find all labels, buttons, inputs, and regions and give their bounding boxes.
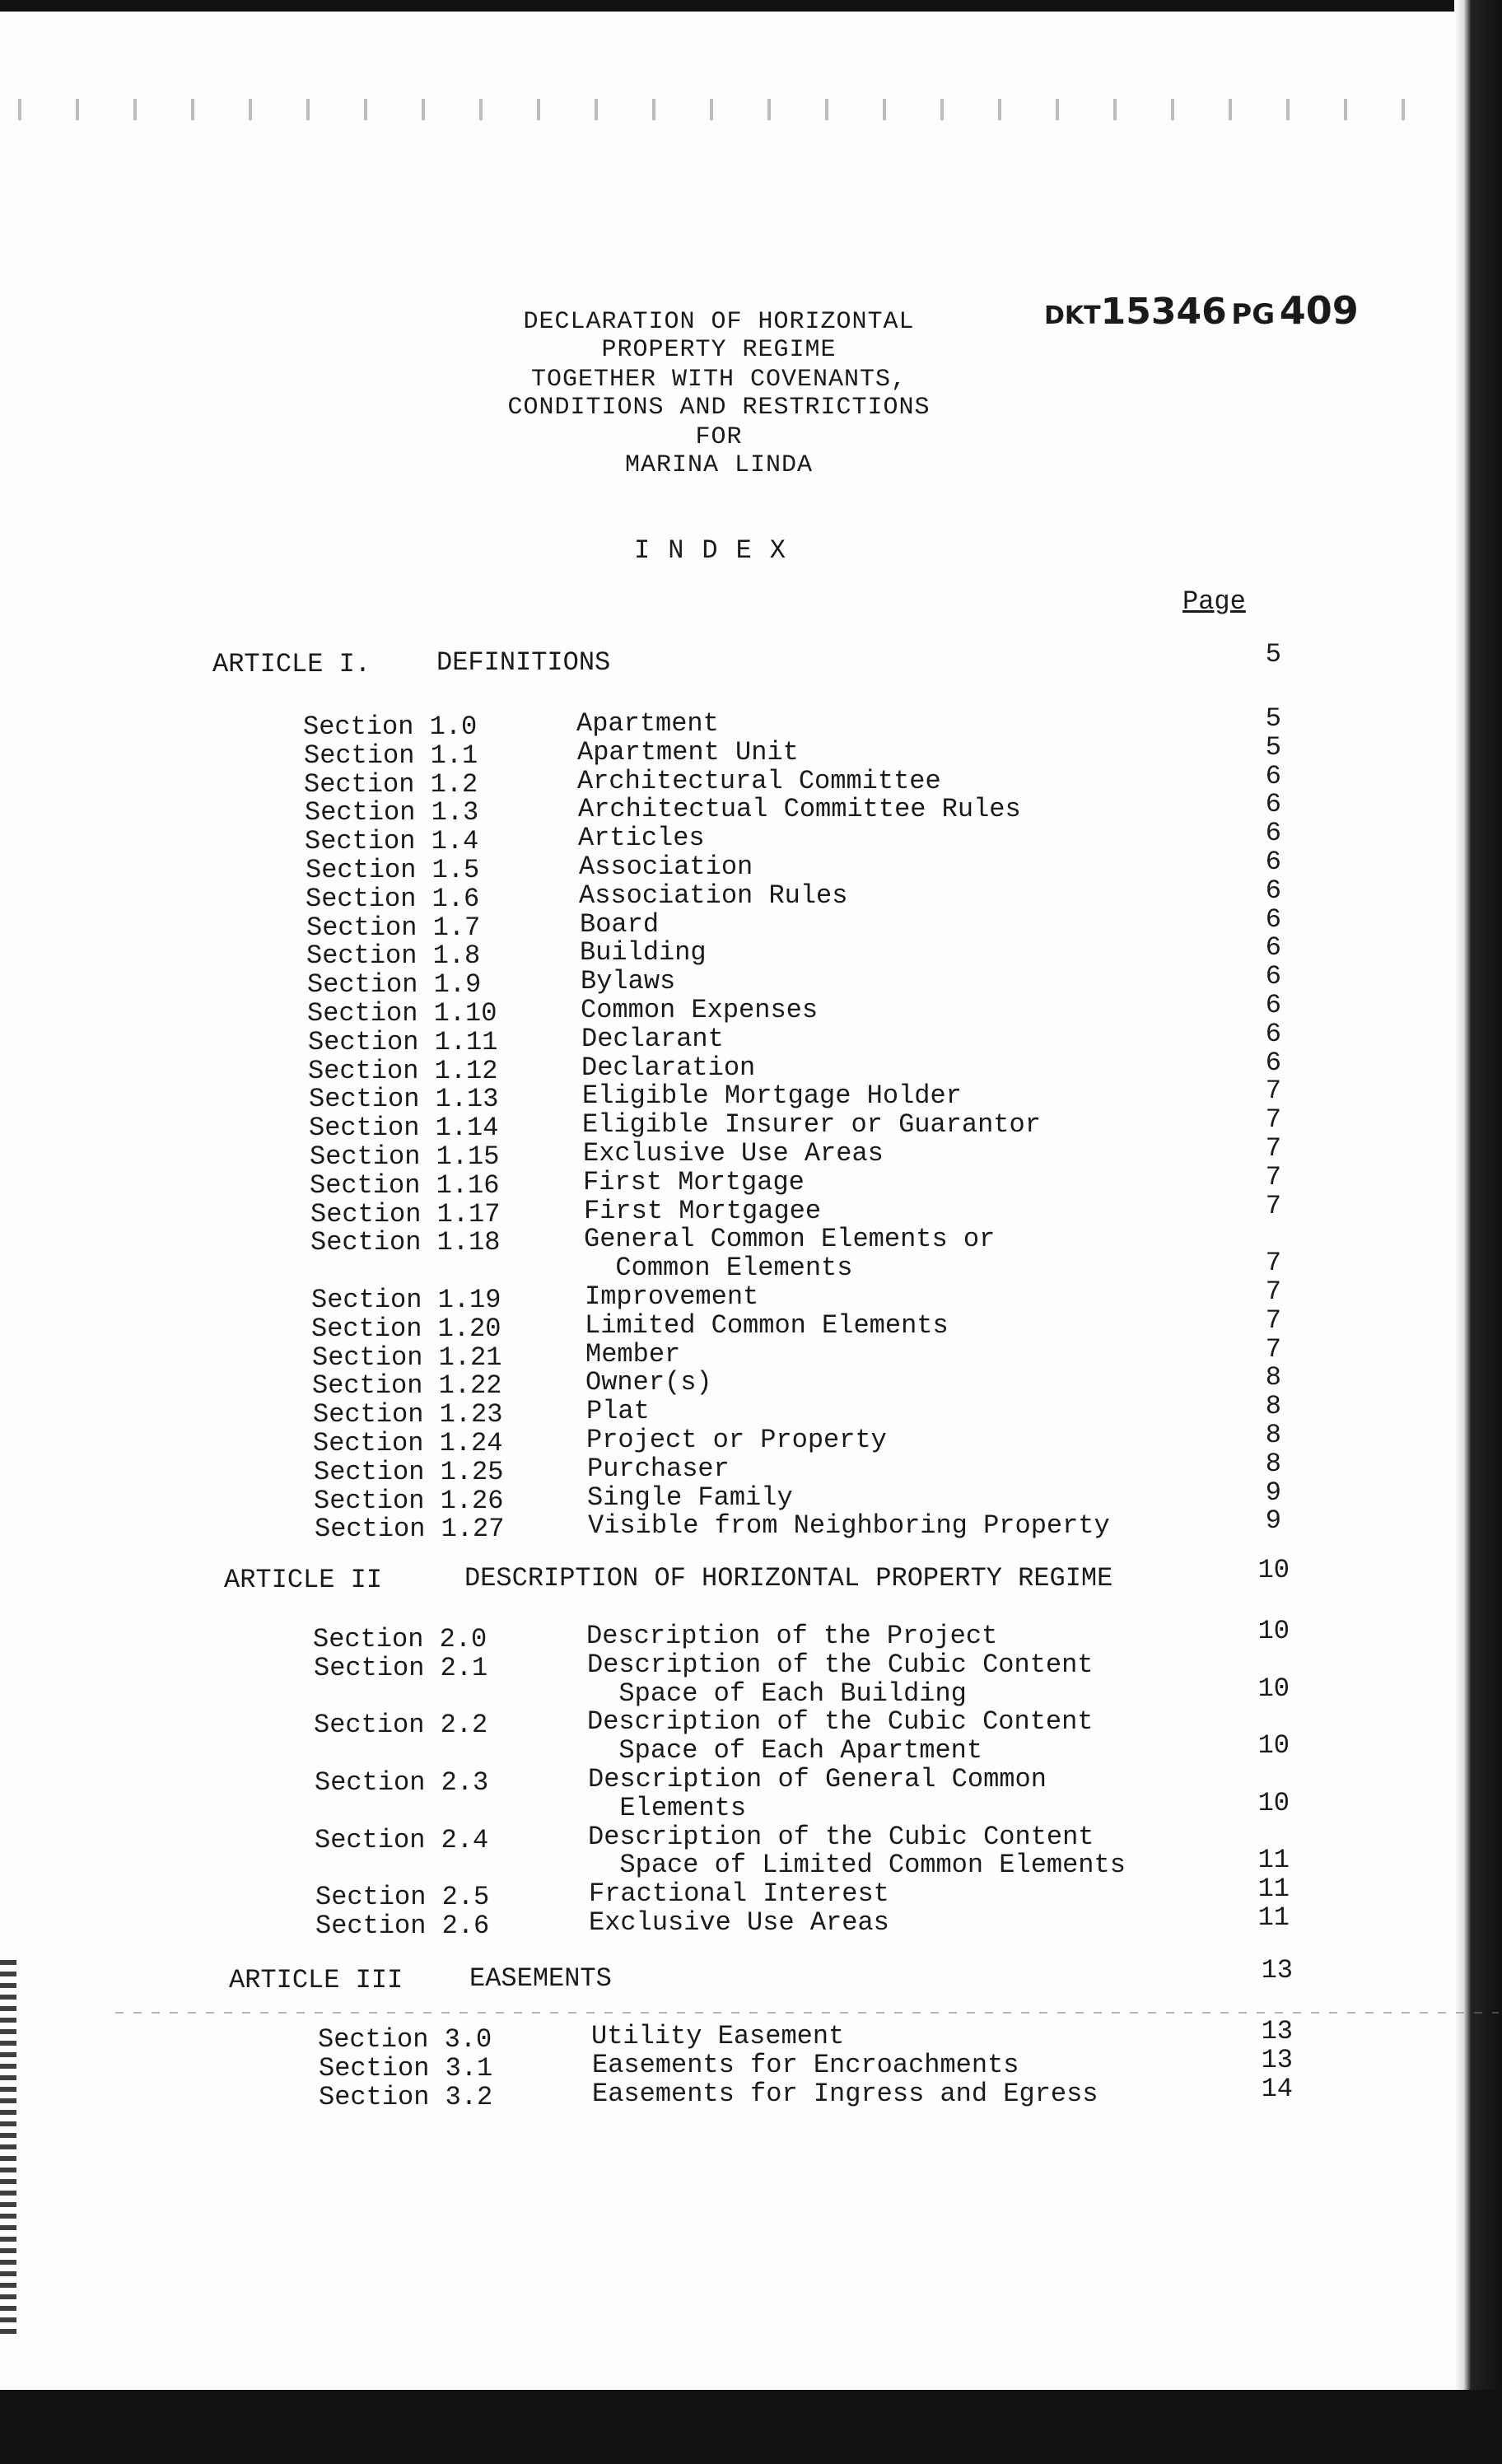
section-title: Exclusive Use Areas bbox=[589, 1907, 889, 1938]
title-line: MARINA LINDA bbox=[624, 451, 814, 479]
section-title: Elements bbox=[588, 1792, 747, 1823]
section-page-number: 8 bbox=[1265, 1448, 1281, 1479]
article-label: ARTICLE III bbox=[229, 1965, 403, 1995]
section-page-number: 10 bbox=[1257, 1616, 1290, 1646]
section-page-number: 6 bbox=[1265, 789, 1281, 820]
section-number: Section 2.2 bbox=[314, 1710, 488, 1741]
section-number: Section 1.26 bbox=[314, 1485, 504, 1516]
article-page-number: 10 bbox=[1257, 1555, 1290, 1585]
section-page-number: 7 bbox=[1265, 1161, 1281, 1192]
section-number: Section 1.9 bbox=[307, 969, 482, 1001]
section-number: Section 1.5 bbox=[306, 855, 480, 885]
section-page-number: 10 bbox=[1257, 1787, 1290, 1818]
scan-edge-right bbox=[1454, 0, 1502, 2464]
section-number: Section 1.27 bbox=[315, 1514, 505, 1545]
section-title: Easements for Ingress and Egress bbox=[592, 2078, 1099, 2109]
article-page-number: 5 bbox=[1265, 639, 1281, 670]
section-title: Description of the Cubic Content bbox=[587, 1649, 1094, 1680]
section-page-number: 14 bbox=[1261, 2073, 1293, 2104]
section-page-number: 5 bbox=[1265, 731, 1281, 763]
scan-edge-bottom bbox=[0, 2390, 1502, 2464]
section-page-number: 13 bbox=[1261, 2044, 1293, 2075]
section-number: Section 1.17 bbox=[310, 1198, 501, 1230]
section-page-number: 7 bbox=[1265, 1248, 1281, 1279]
index-heading: INDEX bbox=[633, 535, 804, 566]
section-title: Single Family bbox=[587, 1482, 793, 1513]
scan-edge-left bbox=[0, 1960, 16, 2339]
article-label: ARTICLE II bbox=[224, 1565, 383, 1595]
section-title: Description of the Project bbox=[586, 1621, 998, 1651]
title-line: PROPERTY REGIME bbox=[601, 336, 837, 364]
title-line: TOGETHER WITH COVENANTS, bbox=[530, 366, 907, 394]
section-page-number: 11 bbox=[1257, 1845, 1290, 1876]
section-title: Owner(s) bbox=[585, 1367, 712, 1398]
section-title: Space of Limited Common Elements bbox=[588, 1850, 1126, 1881]
section-page-number: 6 bbox=[1265, 1047, 1281, 1078]
section-number: Section 1.14 bbox=[309, 1113, 499, 1144]
section-number: Section 1.4 bbox=[305, 826, 479, 857]
section-title: Plat bbox=[586, 1396, 650, 1427]
section-number: Section 1.8 bbox=[306, 940, 481, 972]
section-title: Common Expenses bbox=[581, 995, 819, 1025]
section-number: Section 2.4 bbox=[315, 1824, 489, 1855]
article-title: EASEMENTS bbox=[469, 1963, 612, 1994]
section-page-number: 6 bbox=[1265, 903, 1281, 935]
section-title: First Mortgage bbox=[583, 1166, 805, 1197]
section-page-number: 9 bbox=[1265, 1505, 1281, 1537]
section-page-number: 8 bbox=[1265, 1391, 1281, 1422]
section-number: Section 2.6 bbox=[315, 1911, 490, 1941]
section-number: Section 3.2 bbox=[319, 2081, 493, 2112]
section-number: Section 3.1 bbox=[319, 2052, 493, 2084]
section-title: Limited Common Elements bbox=[585, 1309, 949, 1341]
section-title: Common Elements bbox=[584, 1253, 853, 1284]
section-number: Section 1.25 bbox=[314, 1456, 504, 1487]
section-page-number: 6 bbox=[1265, 760, 1281, 791]
section-number: Section 2.5 bbox=[315, 1882, 490, 1913]
section-page-number: 7 bbox=[1265, 1133, 1281, 1164]
section-number: Section 2.0 bbox=[313, 1624, 487, 1654]
section-page-number: 8 bbox=[1265, 1420, 1281, 1450]
section-number: Section 1.1 bbox=[304, 740, 478, 771]
stamp-page-label: PG bbox=[1231, 298, 1276, 331]
section-number: Section 1.24 bbox=[313, 1428, 503, 1458]
section-title: Architectural Committee bbox=[577, 765, 941, 796]
section-page-number: 5 bbox=[1265, 703, 1281, 734]
article-title: DEFINITIONS bbox=[436, 647, 611, 678]
section-page-number: 13 bbox=[1261, 2016, 1293, 2046]
title-line: DECLARATION OF HORIZONTAL bbox=[523, 308, 915, 336]
section-title: Bylaws bbox=[581, 966, 676, 997]
section-title: Association Rules bbox=[579, 880, 848, 911]
section-title: Apartment bbox=[576, 708, 719, 739]
section-title: Building bbox=[580, 937, 707, 968]
section-page-number: 7 bbox=[1265, 1104, 1281, 1136]
section-number: Section 1.11 bbox=[308, 1026, 498, 1057]
section-title: Articles bbox=[578, 823, 705, 854]
page-column-header: Page bbox=[1182, 586, 1246, 617]
section-number: Section 3.0 bbox=[318, 2024, 492, 2055]
section-page-number: 7 bbox=[1265, 1304, 1281, 1336]
section-title: Declarant bbox=[581, 1023, 724, 1054]
section-page-number: 9 bbox=[1265, 1477, 1281, 1508]
section-number: Section 1.20 bbox=[311, 1313, 501, 1344]
section-page-number: 7 bbox=[1265, 1190, 1281, 1221]
stamp-book-label: DKT bbox=[1044, 301, 1101, 330]
section-title: Board bbox=[580, 908, 660, 940]
section-title: Space of Each Building bbox=[587, 1678, 967, 1709]
section-number: Section 1.0 bbox=[303, 712, 478, 742]
section-title: Utility Easement bbox=[591, 2021, 845, 2051]
section-number: Section 1.2 bbox=[304, 768, 478, 800]
section-number: Section 1.22 bbox=[312, 1370, 502, 1402]
section-page-number: 11 bbox=[1257, 1874, 1290, 1905]
section-page-number: 6 bbox=[1265, 1018, 1281, 1049]
section-page-number: 7 bbox=[1265, 1276, 1281, 1307]
section-page-number: 6 bbox=[1265, 847, 1281, 877]
section-title: Visible from Neighboring Property bbox=[588, 1510, 1110, 1542]
section-title: First Mortgagee bbox=[584, 1195, 822, 1226]
section-number: Section 1.15 bbox=[310, 1141, 500, 1172]
section-page-number: 6 bbox=[1265, 990, 1281, 1020]
section-title: Association bbox=[579, 852, 753, 882]
section-number: Section 1.16 bbox=[310, 1169, 500, 1201]
section-number: Section 1.21 bbox=[312, 1342, 502, 1373]
section-page-number: 10 bbox=[1257, 1730, 1290, 1762]
section-page-number: 8 bbox=[1265, 1362, 1281, 1393]
title-line: CONDITIONS AND RESTRICTIONS bbox=[507, 394, 931, 422]
section-page-number: 6 bbox=[1265, 932, 1281, 964]
section-title: Fractional Interest bbox=[589, 1878, 889, 1910]
section-title: General Common Elements or bbox=[584, 1224, 996, 1255]
section-title: Improvement bbox=[585, 1281, 759, 1312]
section-number: Section 1.3 bbox=[305, 797, 479, 828]
section-title: Description of the Cubic Content bbox=[587, 1706, 1094, 1738]
stamp-book-number: 15346 bbox=[1100, 291, 1227, 333]
section-page-number: 10 bbox=[1257, 1673, 1290, 1704]
section-title: Eligible Mortgage Holder bbox=[582, 1080, 962, 1112]
section-number: Section 2.3 bbox=[315, 1767, 489, 1798]
article-page-number: 13 bbox=[1261, 1955, 1293, 1986]
section-number: Section 1.13 bbox=[309, 1084, 499, 1115]
section-title: Exclusive Use Areas bbox=[583, 1138, 884, 1169]
section-title: Member bbox=[585, 1338, 681, 1370]
section-page-number: 7 bbox=[1265, 1333, 1281, 1365]
section-number: Section 2.1 bbox=[314, 1652, 488, 1683]
section-page-number: 6 bbox=[1265, 818, 1281, 849]
scan-edge-top bbox=[0, 0, 1502, 12]
section-title: Apartment Unit bbox=[577, 736, 799, 768]
section-title: Description of General Common bbox=[588, 1764, 1047, 1794]
title-line: FOR bbox=[695, 423, 743, 451]
section-number: Section 1.23 bbox=[313, 1399, 503, 1430]
section-title: Purchaser bbox=[587, 1453, 730, 1484]
article-label: ARTICLE I. bbox=[212, 649, 371, 679]
section-title: Easements for Encroachments bbox=[592, 2049, 1019, 2080]
section-number: Section 1.10 bbox=[307, 998, 497, 1029]
stamp-page-number: 409 bbox=[1279, 288, 1359, 333]
section-page-number: 11 bbox=[1257, 1902, 1290, 1933]
section-number: Section 1.7 bbox=[306, 912, 481, 943]
section-title: Eligible Insurer or Guarantor bbox=[582, 1109, 1041, 1141]
section-title: Declaration bbox=[581, 1052, 756, 1083]
section-page-number: 6 bbox=[1265, 961, 1281, 992]
scan-noise bbox=[0, 99, 1466, 120]
section-title: Project or Property bbox=[586, 1425, 887, 1455]
section-title: Description of the Cubic Content bbox=[588, 1821, 1094, 1852]
section-page-number: 7 bbox=[1265, 1076, 1281, 1107]
section-number: Section 1.18 bbox=[310, 1227, 501, 1258]
section-number: Section 1.12 bbox=[308, 1055, 498, 1086]
section-number: Section 1.19 bbox=[311, 1285, 501, 1315]
section-page-number: 6 bbox=[1265, 875, 1281, 906]
article-title: DESCRIPTION OF HORIZONTAL PROPERTY REGIME bbox=[464, 1563, 1113, 1594]
section-title: Space of Each Apartment bbox=[587, 1735, 983, 1766]
section-title: Architectual Committee Rules bbox=[578, 794, 1021, 825]
scan-fold-line bbox=[115, 2012, 1499, 2014]
section-number: Section 1.6 bbox=[306, 883, 480, 914]
